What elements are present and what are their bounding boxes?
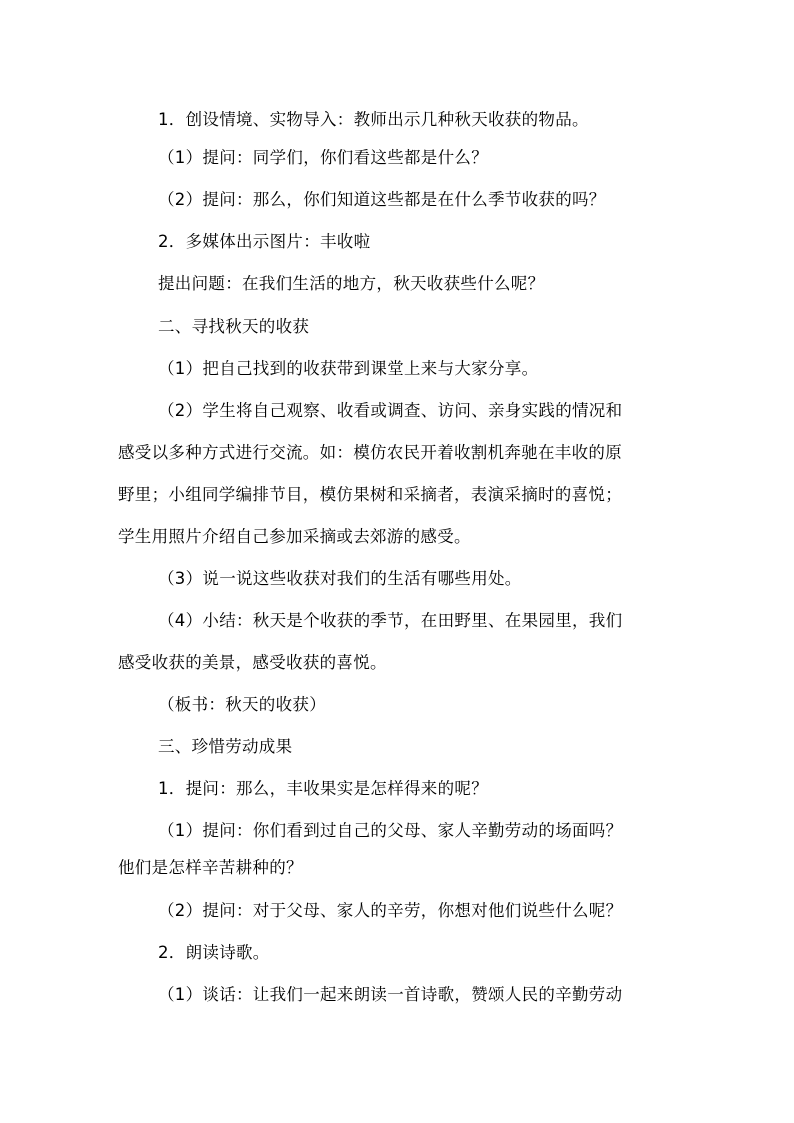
text-line-12: （3）说一说这些收获对我们的生活有哪些用处。 <box>158 569 522 588</box>
text-line-3: （2）提问：那么，你们知道这些都是在什么季节收获的吗？ <box>158 190 606 209</box>
text-line-5: 提出问题：在我们生活的地方，秋天收获些什么呢？ <box>158 274 545 293</box>
text-line-22: （1）谈话：让我们一起来朗读一首诗歌，赞颂人民的辛勤劳动 <box>158 985 623 1004</box>
text-line-15: （板书：秋天的收获） <box>158 695 326 714</box>
text-line-14: 感受收获的美景，感受收获的喜悦。 <box>118 653 387 672</box>
text-line-17: 1．提问：那么，丰收果实是怎样得来的呢？ <box>158 779 488 798</box>
text-line-18: （1）提问：你们看到过自己的父母、家人辛勤劳动的场面吗？ <box>158 821 623 840</box>
text-line-2: （1）提问：同学们，你们看这些都是什么？ <box>158 148 488 167</box>
text-line-1: 1．创设情境、实物导入：教师出示几种秋天收获的物品。 <box>158 110 589 129</box>
text-line-4: 2．多媒体出示图片：丰收啦 <box>158 232 371 251</box>
text-line-10: 野里；小组同学编排节目，模仿果树和采摘者，表演采摘时的喜悦； <box>118 485 622 504</box>
text-line-9: 感受以多种方式进行交流。如：模仿农民开着收割机奔驰在丰收的原 <box>118 443 622 462</box>
section-heading-3: 三、珍惜劳动成果 <box>158 737 293 756</box>
text-line-7: （1）把自己找到的收获带到课堂上来与大家分享。 <box>158 359 539 378</box>
text-line-13: （4）小结：秋天是个收获的季节，在田野里、在果园里，我们 <box>158 611 623 630</box>
section-heading-2: 二、寻找秋天的收获 <box>158 317 310 336</box>
text-line-8: （2）学生将自己观察、收看或调查、访问、亲身实践的情况和 <box>158 401 623 420</box>
text-line-21: 2．朗读诗歌。 <box>158 943 270 962</box>
text-line-20: （2）提问：对于父母、家人的辛劳，你想对他们说些什么呢？ <box>158 901 623 920</box>
text-line-11: 学生用照片介绍自己参加采摘或去郊游的感受。 <box>118 527 471 546</box>
text-line-19: 他们是怎样辛苦耕种的？ <box>118 858 303 877</box>
